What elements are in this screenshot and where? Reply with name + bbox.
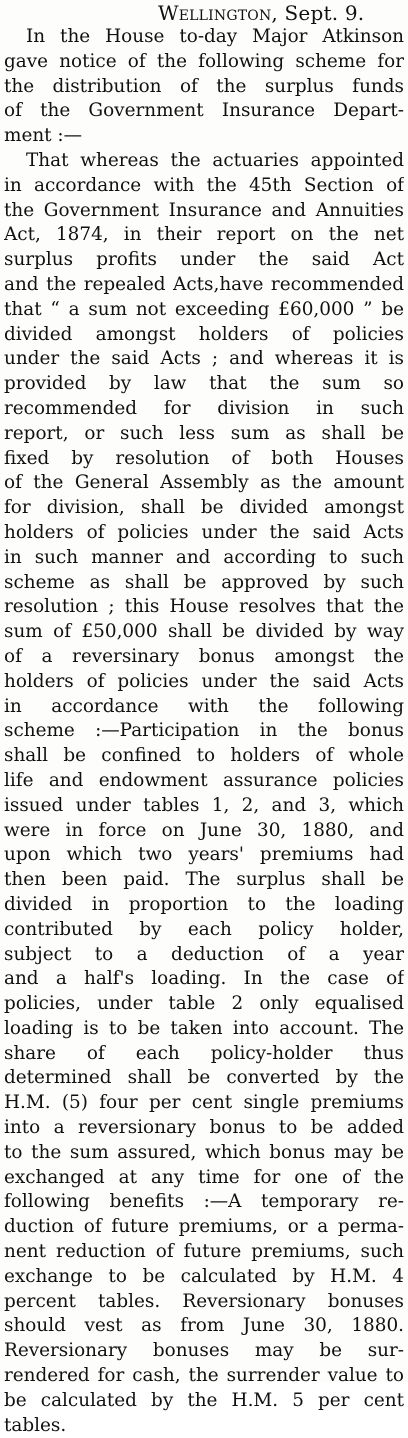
paragraph-line: the distribution of the surplus funds — [4, 75, 404, 97]
paragraph-line: nent reduction of future premiums, such — [4, 1241, 404, 1263]
paragraph-line: That whereas the actuaries appointed — [26, 150, 404, 171]
paragraph-line: rendered for cash, the surrender value to — [4, 1365, 404, 1387]
paragraph-line: life and endowment assurance policies — [4, 769, 404, 791]
paragraph-line: percent tables. Reversionary bonuses — [4, 1290, 404, 1312]
paragraph-line: determined shall be converted by the — [4, 1067, 404, 1089]
paragraph-line: the Government Insurance and Annuities — [4, 199, 404, 221]
paragraph-line: recommended for division in such — [4, 397, 404, 419]
paragraph-line: duction of future premiums, or a perma- — [4, 1216, 404, 1238]
paragraph-line: ment :— — [4, 125, 82, 147]
dateline-place: Wellington, — [158, 1, 278, 25]
paragraph-line: sum of £50,000 shall be divided by way — [4, 621, 404, 643]
dateline — [158, 0, 364, 26]
paragraph-line: for division, shall be divided amongst — [4, 497, 404, 519]
paragraph-line: and the repealed Acts,have recommended — [4, 273, 404, 295]
paragraph-line: were in force on June 30, 1880, and — [4, 819, 404, 841]
paragraph-line: divided amongst holders of policies — [4, 323, 404, 345]
paragraph-line: share of each policy-holder thus — [4, 1042, 404, 1064]
paragraph-line: subject to a deduction of a year — [4, 943, 404, 965]
resolution-paragraph — [4, 149, 404, 1438]
paragraph-line: H.M. (5) four per cent single premiums — [4, 1092, 404, 1114]
paragraph-line: scheme :—Participation in the bonus — [4, 720, 404, 742]
paragraph-line: exchanged at any time for one of the — [4, 1166, 404, 1188]
paragraph-line: surplus profits under the said Act — [4, 249, 404, 271]
paragraph-line: In the House to-day Major Atkinson — [26, 26, 404, 47]
paragraph-line: into a reversionary bonus to be added — [4, 1117, 404, 1139]
paragraph-line: shall be confined to holders of whole — [4, 745, 404, 767]
paragraph-line: following benefits :—A temporary re- — [4, 1191, 404, 1213]
paragraph-line: issued under tables 1, 2, and 3, which — [4, 794, 404, 816]
paragraph-line: be calculated by the H.M. 5 per cent — [4, 1389, 404, 1411]
paragraph-line: provided by law that the sum so — [4, 373, 404, 395]
paragraph-line: contributed by each policy holder, — [4, 918, 404, 940]
paragraph-line: Reversionary bonuses may be sur- — [4, 1340, 404, 1362]
paragraph-line: holders of policies under the said Acts — [4, 670, 404, 692]
dateline-date: Sept. 9. — [284, 1, 365, 25]
intro-paragraph — [4, 25, 404, 149]
paragraph-line: and a half's loading. In the case of — [4, 968, 404, 990]
paragraph-line: divided in proportion to the loading — [4, 893, 404, 915]
paragraph-line: tables. — [4, 1414, 67, 1436]
paragraph-line: policies, under table 2 only equalised — [4, 993, 404, 1015]
paragraph-line: gave notice of the following scheme for — [4, 50, 404, 72]
paragraph-line: upon which two years' premiums had — [4, 844, 404, 866]
paragraph-line: scheme as shall be approved by such — [4, 571, 404, 593]
paragraph-line: report, or such less sum as shall be — [4, 422, 404, 444]
paragraph-line: then been paid. The surplus shall be — [4, 869, 404, 891]
paragraph-line: loading is to be taken into account. The — [4, 1017, 404, 1039]
paragraph-line: holders of policies under the said Acts — [4, 521, 404, 543]
paragraph-line: fixed by resolution of both Houses — [4, 447, 404, 469]
paragraph-line: should vest as from June 30, 1880. — [4, 1315, 404, 1337]
paragraph-line: in accordance with the 45th Section of — [4, 174, 404, 196]
paragraph-line: that “ a sum not exceeding £60,000 ” be — [4, 298, 404, 320]
paragraph-line: of the Government Insurance Depart- — [4, 100, 404, 122]
paragraph-line: in accordance with the following — [4, 695, 404, 717]
paragraph-line: to the sum assured, which bonus may be — [4, 1141, 404, 1163]
paragraph-line: in such manner and according to such — [4, 546, 404, 568]
paragraph-line: of the General Assembly as the amount — [4, 472, 404, 494]
paragraph-line: Act, 1874, in their report on the net — [4, 224, 404, 246]
paragraph-line: exchange to be calculated by H.M. 4 — [4, 1265, 404, 1287]
paragraph-line: resolution ; this House resolves that the — [4, 596, 404, 618]
paragraph-line: under the said Acts ; and whereas it is — [4, 348, 404, 370]
paragraph-line: of a reversinary bonus amongst the — [4, 645, 404, 667]
